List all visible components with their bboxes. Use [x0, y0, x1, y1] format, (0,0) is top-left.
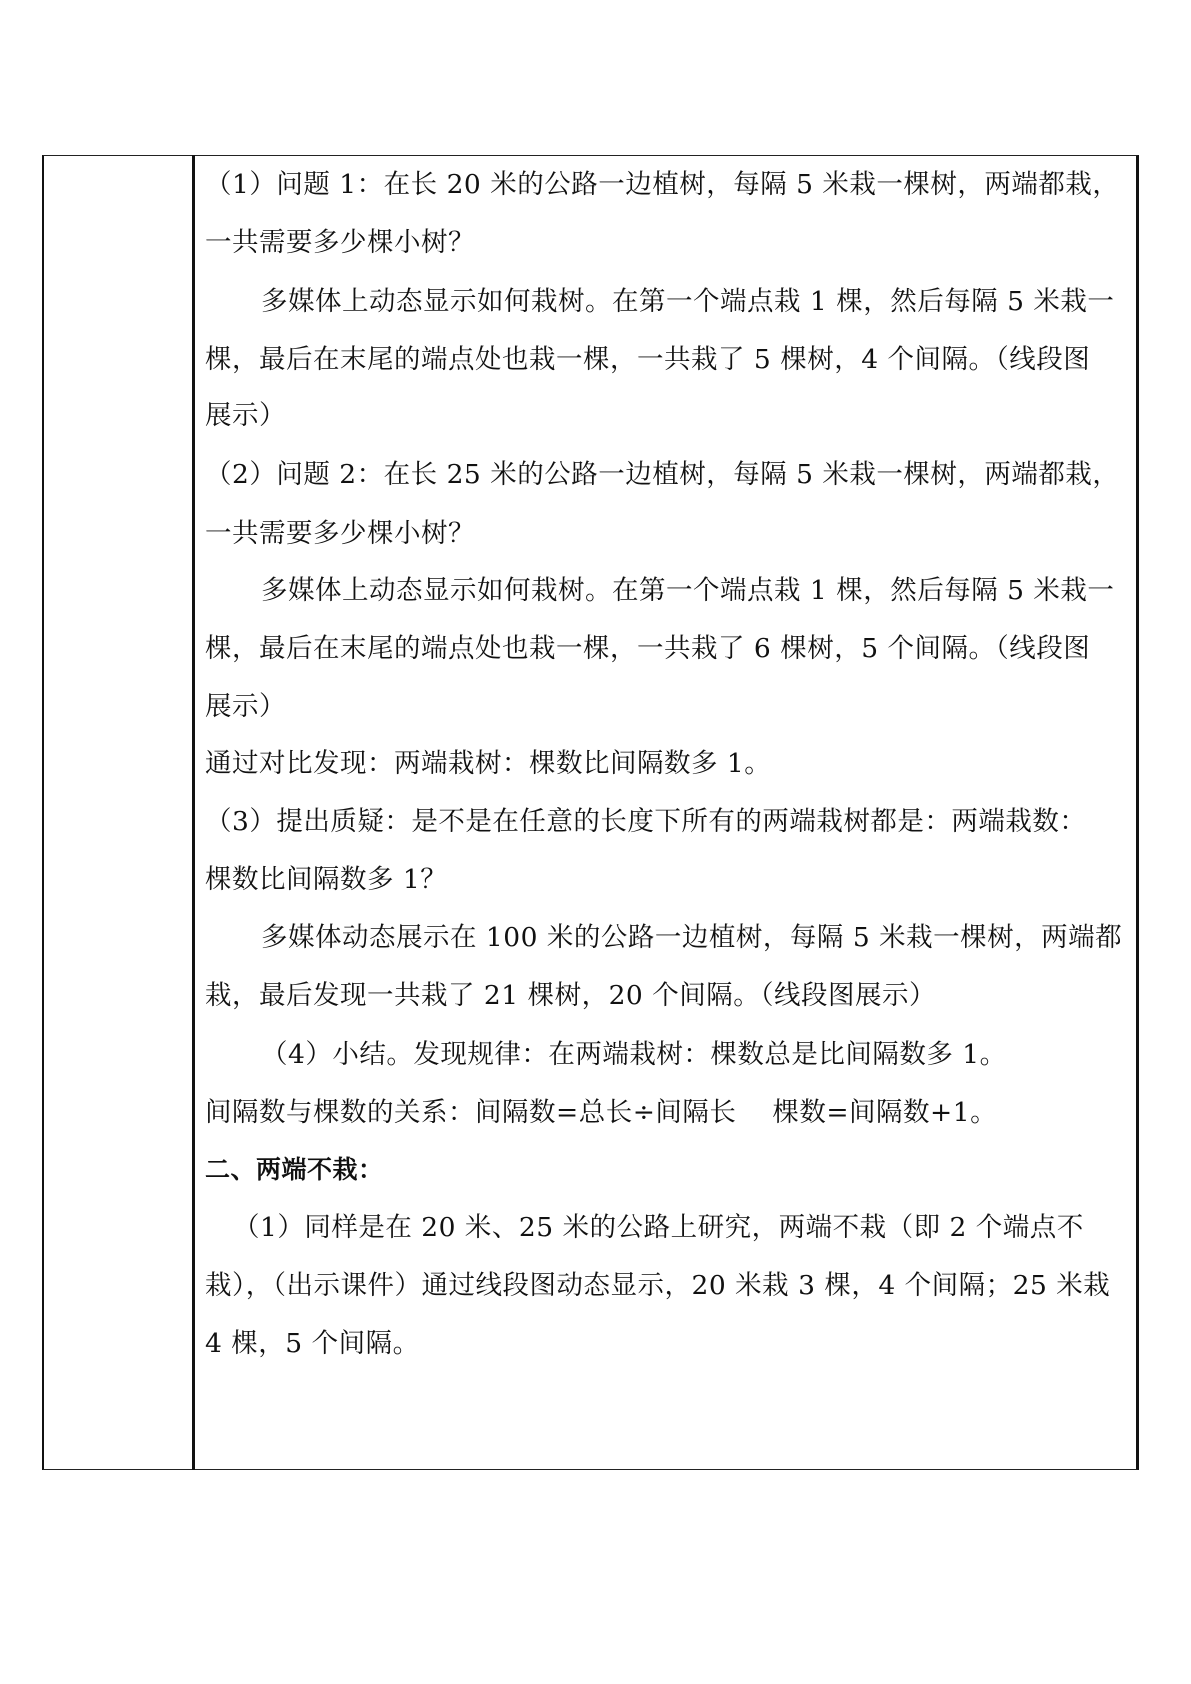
paragraph-line: 栽，最后发现一共栽了 21 棵树，20 个间隔。（线段图展示） — [205, 980, 936, 1011]
paragraph-line: 棵数比间隔数多 1？ — [205, 864, 448, 895]
paragraph-line: 多媒体上动态显示如何栽树。在第一个端点栽 1 棵，然后每隔 5 米栽一 — [261, 575, 1115, 606]
paragraph-line: （2）问题 2：在长 25 米的公路一边植树，每隔 5 米栽一棵树，两端都栽， — [205, 459, 1120, 490]
paragraph-line: 多媒体动态展示在 100 米的公路一边植树，每隔 5 米栽一棵树，两端都 — [261, 922, 1123, 953]
paragraph-line: （3）提出质疑：是不是在任意的长度下所有的两端栽树都是：两端栽数： — [205, 806, 1087, 837]
paragraph-line: 4 棵，5 个间隔。 — [205, 1328, 420, 1359]
paragraph-line: 展示） — [205, 400, 286, 431]
paragraph-line: （1）同样是在 20 米、25 米的公路上研究，两端不栽（即 2 个端点不 — [233, 1212, 1084, 1243]
paragraph-line: 一共需要多少棵小树？ — [205, 227, 475, 258]
paragraph-line: 多媒体上动态显示如何栽树。在第一个端点栽 1 棵，然后每隔 5 米栽一 — [261, 286, 1115, 317]
paragraph-line: 间隔数与棵数的关系：间隔数=总长÷间隔长 棵数=间隔数+1。 — [205, 1097, 998, 1128]
paragraph-line: 通过对比发现：两端栽树：棵数比间隔数多 1。 — [205, 748, 772, 779]
paragraph-line: （4）小结。发现规律：在两端栽树：棵数总是比间隔数多 1。 — [261, 1039, 1007, 1070]
paragraph-line: 一共需要多少棵小树？ — [205, 518, 475, 549]
section-heading: 二、两端不栽： — [205, 1155, 384, 1184]
paragraph-line: 展示） — [205, 691, 286, 722]
paragraph-line: （1）问题 1：在长 20 米的公路一边植树，每隔 5 米栽一棵树，两端都栽， — [205, 169, 1120, 200]
table-column-divider — [192, 155, 195, 1470]
paragraph-line: 棵，最后在末尾的端点处也栽一棵，一共栽了 5 棵树，4 个间隔。（线段图 — [205, 344, 1091, 375]
table-left-cell — [45, 157, 191, 1467]
paragraph-line: 栽），（出示课件）通过线段图动态显示，20 米栽 3 棵，4 个间隔；25 米栽 — [205, 1270, 1111, 1301]
paragraph-line: 棵，最后在末尾的端点处也栽一棵，一共栽了 6 棵树，5 个间隔。（线段图 — [205, 633, 1091, 664]
